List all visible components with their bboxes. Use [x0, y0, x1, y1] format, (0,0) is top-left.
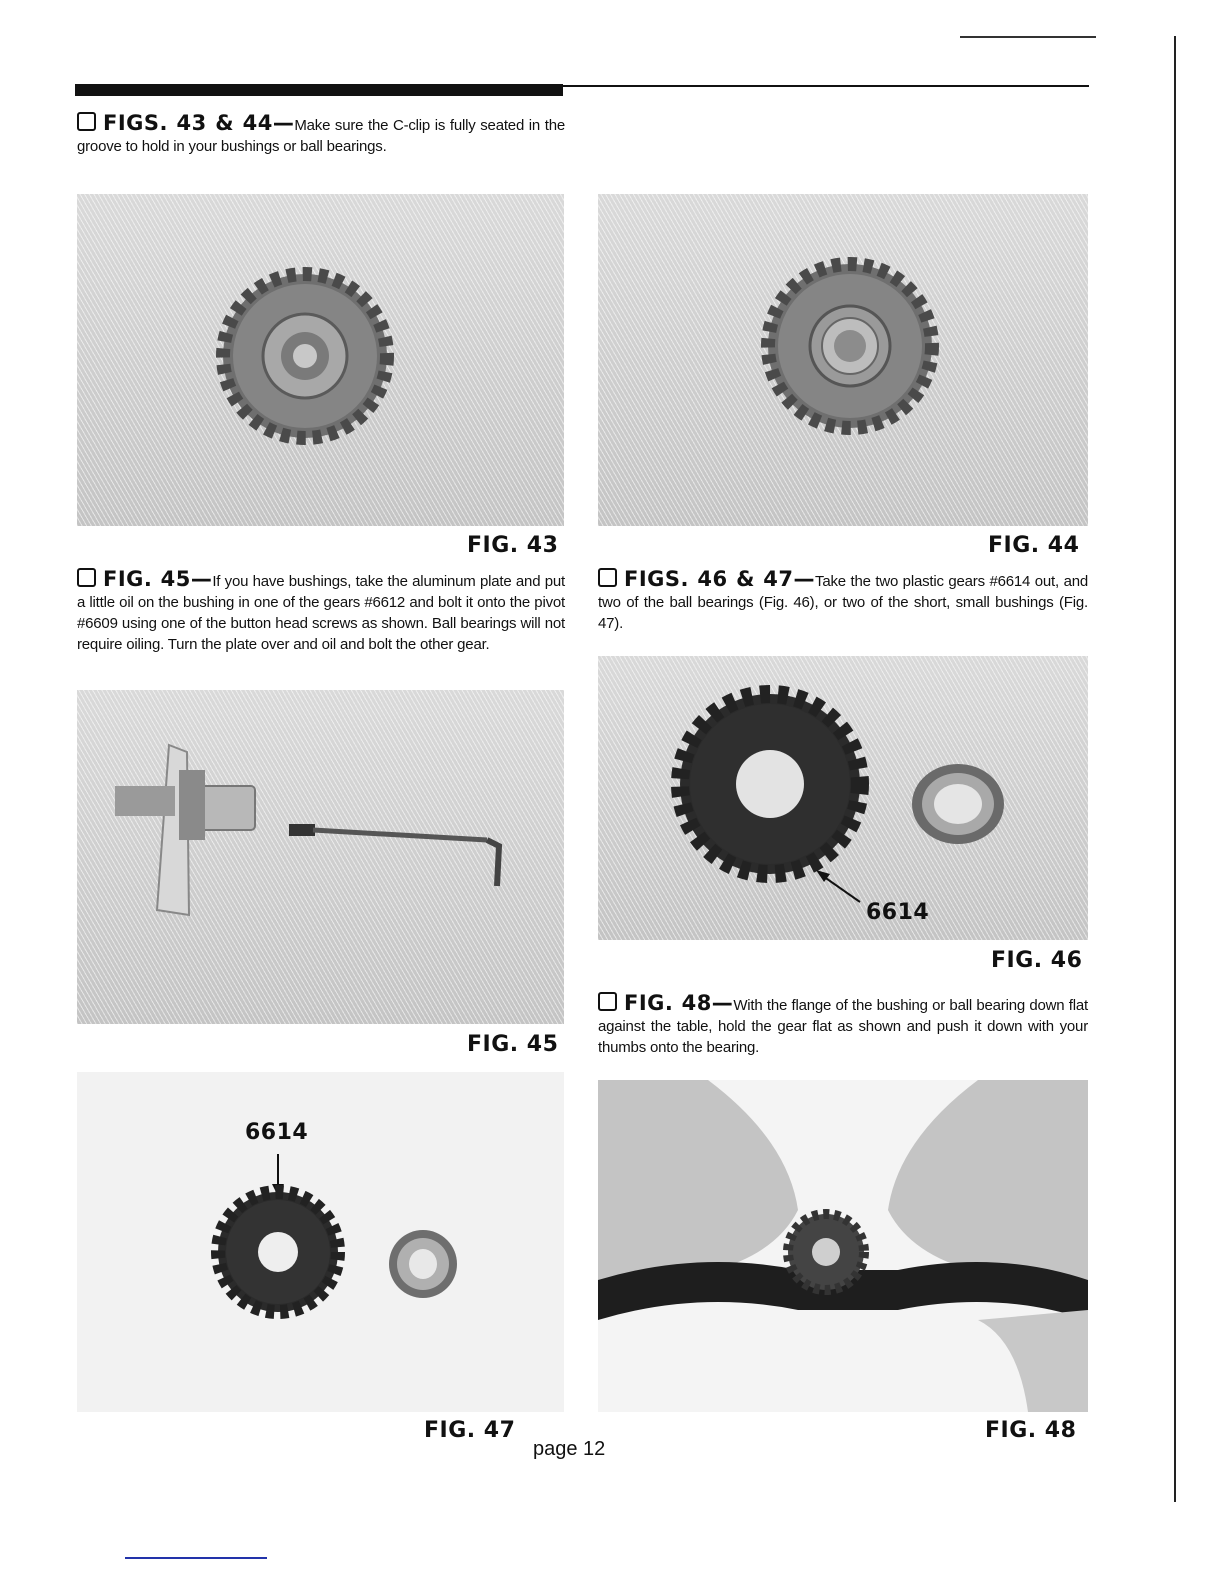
instruction-text: Take the two plastic gears #6614 out, and two of the ball bearings (Fig. 46), or two of the short, small bushings (Fig. 47).: [598, 573, 1088, 632]
top-right-rule: [960, 36, 1096, 38]
instruction-figs-46-47: [598, 568, 1088, 634]
header-rule-thin: [563, 85, 1089, 87]
thumbs-pressing-gear-image: [598, 1080, 1088, 1412]
page-number: page 12: [533, 1438, 606, 1460]
fig-47-caption: FIG. 47: [424, 1418, 516, 1443]
bottom-rule: [125, 1557, 267, 1559]
instruction-text: If you have bushings, take the aluminum plate and put a little oil on the bushing in one of the gears #6612 and bolt it onto the pivot #6609 using one of the button head screws as shown. Ball bearings will not require oiling. Turn the plate over and oil and bolt the other gear.: [77, 573, 565, 653]
fig-46-photo: [598, 656, 1088, 940]
fig-45-caption: FIG. 45: [467, 1032, 559, 1057]
fig-48-caption: FIG. 48: [985, 1418, 1077, 1443]
fig-43-caption: FIG. 43: [467, 533, 559, 558]
gear-and-ball-bearing-image: [598, 656, 1088, 940]
instruction-fig-45: [77, 568, 565, 655]
checkbox-icon[interactable]: [598, 992, 617, 1011]
instruction-fig-48: [598, 992, 1088, 1058]
header-rule-thick: [75, 84, 563, 96]
fig-44-caption: FIG. 44: [988, 533, 1080, 558]
gear-with-bushing-image: [77, 194, 564, 526]
instruction-figs-43-44: [77, 112, 565, 157]
page-edge-rule: [1174, 36, 1176, 1502]
fig-46-caption: FIG. 46: [991, 948, 1083, 973]
fig-48-photo: [598, 1080, 1088, 1412]
pivot-plate-and-hex-key-image: [77, 690, 564, 1024]
gear-and-bushing-image: [77, 1072, 564, 1412]
fig-43-photo: [77, 194, 564, 526]
checkbox-icon[interactable]: [77, 112, 96, 131]
instruction-text: With the flange of the bushing or ball bearing down flat against the table, hold the gear flat as shown and push it down with your thumbs onto the bearing.: [598, 997, 1088, 1056]
instruction-text: Make sure the C-clip is fully seated in the groove to hold in your bushings or ball bearings.: [77, 117, 565, 155]
fig-47-photo: [77, 1072, 564, 1412]
fig-46-part-label: 6614: [866, 900, 930, 925]
instruction-heading: FIG. 45—: [103, 567, 213, 591]
instruction-heading: FIGS. 43 & 44—: [103, 111, 295, 135]
instruction-heading: FIG. 48—: [624, 991, 734, 1015]
fig-47-part-label: 6614: [245, 1120, 309, 1145]
gear-with-ball-bearing-image: [598, 194, 1088, 526]
checkbox-icon[interactable]: [77, 568, 96, 587]
fig-45-photo: [77, 690, 564, 1024]
instruction-heading: FIGS. 46 & 47—: [624, 567, 816, 591]
checkbox-icon[interactable]: [598, 568, 617, 587]
fig-44-photo: [598, 194, 1088, 526]
